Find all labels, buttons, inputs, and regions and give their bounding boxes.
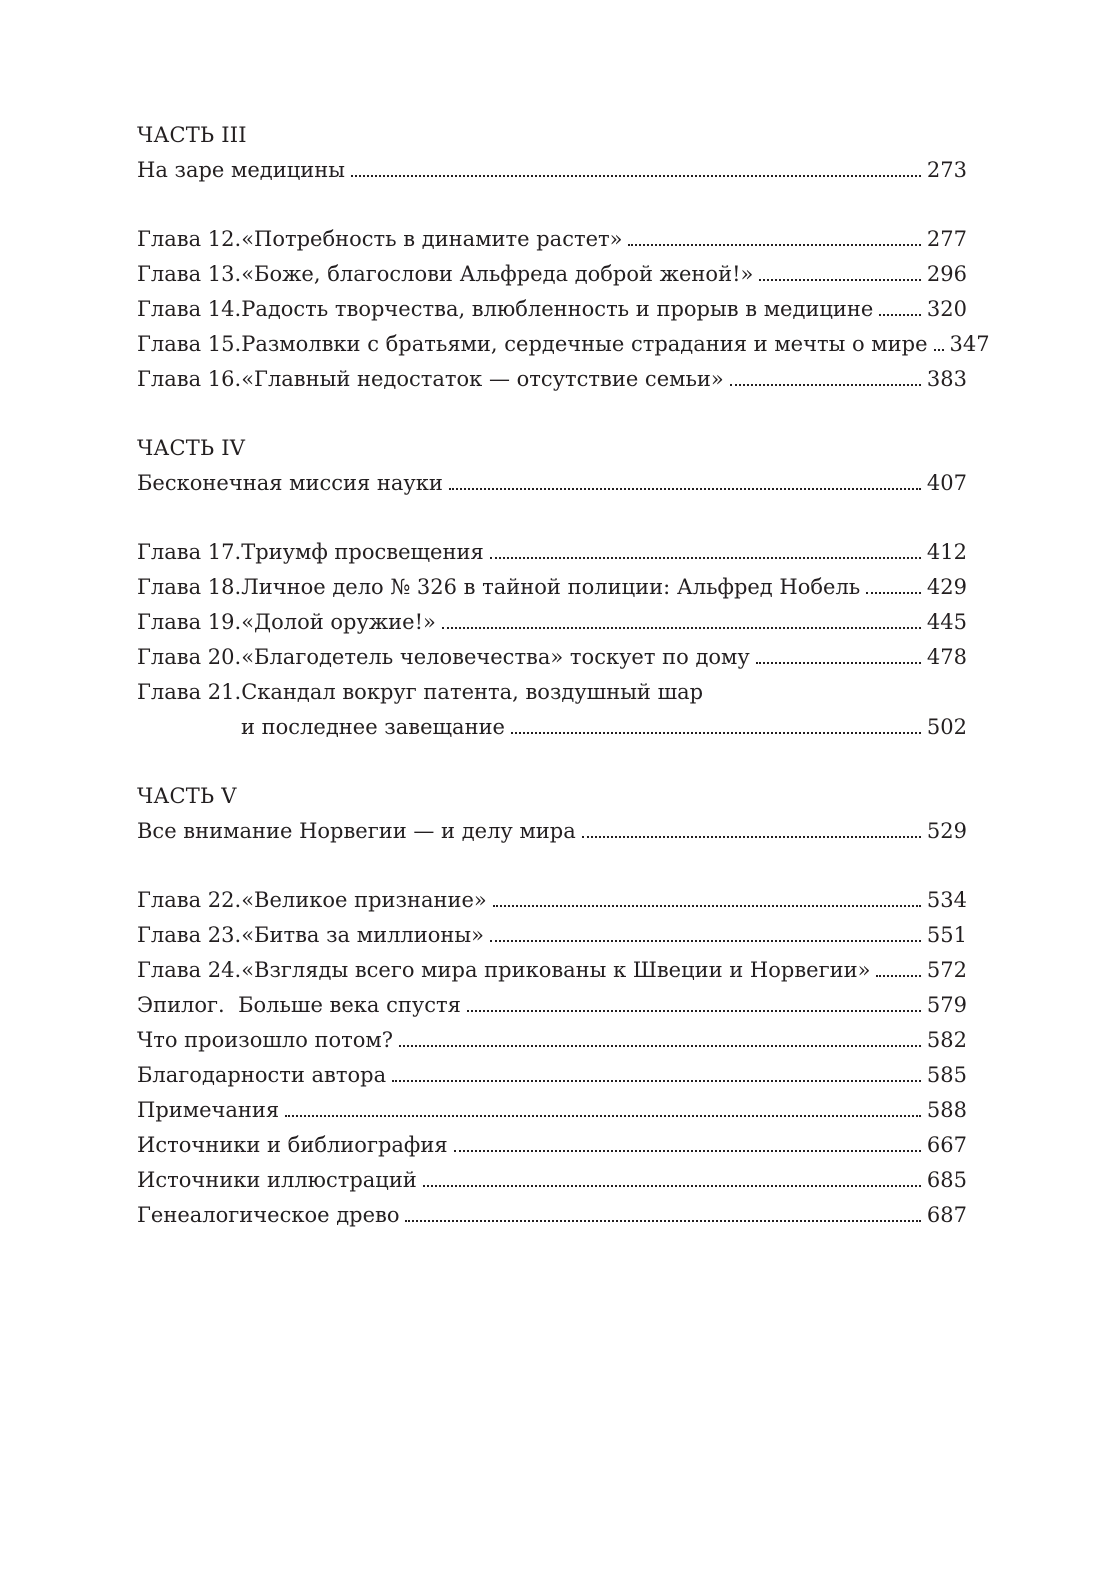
chapter-title: и последнее завещание [241, 715, 505, 739]
chapter-page: 383 [926, 367, 967, 391]
chapter-label: Глава 13. [137, 262, 242, 286]
dot-leader [467, 1009, 921, 1012]
entry-page: 582 [926, 1028, 967, 1052]
dot-leader [351, 174, 921, 177]
dot-leader [934, 348, 944, 351]
chapter-title: «Боже, благослови Альфреда доброй женой!» [241, 262, 754, 286]
chapter-label: Глава 15. [137, 332, 242, 356]
part-heading: ЧАСТЬ III [137, 123, 247, 147]
backmatter-entry[interactable] [137, 1128, 967, 1163]
chapter-page: 277 [926, 227, 967, 251]
backmatter-entry[interactable] [137, 988, 967, 1023]
part-heading: ЧАСТЬ IV [137, 436, 246, 460]
chapter-label: Глава 22. [137, 888, 242, 912]
entry-title: Примечания [137, 1098, 280, 1122]
dot-leader [449, 487, 921, 490]
entry-page: 685 [926, 1168, 967, 1192]
chapter-entry[interactable] [137, 605, 967, 640]
chapter-label: Глава 16. [137, 367, 242, 391]
chapter-entry[interactable] [137, 953, 967, 988]
chapter-entry[interactable] [137, 327, 990, 362]
chapter-entry[interactable] [137, 362, 967, 397]
dot-leader [442, 626, 921, 629]
chapter-entry[interactable] [137, 535, 967, 570]
backmatter-entry[interactable] [137, 1163, 967, 1198]
chapter-page: 551 [926, 923, 967, 947]
entry-page: 667 [926, 1133, 967, 1157]
entry-page: 687 [926, 1203, 967, 1227]
chapter-entry[interactable] [137, 918, 967, 953]
chapter-title: Размолвки с братьями, сердечные страдания и мечты о мире [241, 332, 928, 356]
entry-page: 407 [926, 471, 967, 495]
part-heading: ЧАСТЬ V [137, 784, 237, 808]
dot-leader [392, 1079, 921, 1082]
entry-title: Благодарности автора [137, 1063, 387, 1087]
chapter-label: Глава 21. [137, 680, 242, 704]
chapter-title: «Потребность в динамите растет» [241, 227, 623, 251]
dot-leader [493, 904, 921, 907]
chapter-page: 445 [926, 610, 967, 634]
entry-title: Источники иллюстраций [137, 1168, 417, 1192]
chapter-entry[interactable] [137, 883, 967, 918]
entry-title: Генеалогическое древо [137, 1203, 400, 1227]
chapter-page: 534 [926, 888, 967, 912]
chapter-label: Глава 20. [137, 645, 242, 669]
entry-title: Источники и библиография [137, 1133, 448, 1157]
dot-leader [628, 243, 920, 246]
chapter-page: 478 [926, 645, 967, 669]
chapter-page: 502 [926, 715, 967, 739]
dot-leader [582, 835, 921, 838]
chapter-page: 320 [926, 297, 967, 321]
part-title-entry[interactable] [137, 466, 967, 501]
dot-leader [490, 939, 921, 942]
part-title-entry[interactable] [137, 153, 967, 188]
backmatter-entry[interactable] [137, 1058, 967, 1093]
entry-title: Что произошло потом? [137, 1028, 394, 1052]
chapter-title: «Благодетель человечества» тоскует по дому [241, 645, 750, 669]
chapter-label: Глава 17. [137, 540, 242, 564]
chapter-label: Глава 14. [137, 297, 242, 321]
chapter-title: «Главный недостаток — отсутствие семьи» [241, 367, 724, 391]
backmatter-entry[interactable] [137, 1093, 967, 1128]
dot-leader [866, 591, 921, 594]
chapter-label: Глава 18. [137, 575, 242, 599]
chapter-entry[interactable] [137, 675, 967, 710]
chapter-entry[interactable] [137, 570, 967, 605]
chapter-label: Глава 12. [137, 227, 242, 251]
entry-page: 273 [926, 158, 967, 182]
chapter-title: «Долой оружие!» [241, 610, 436, 634]
chapter-page: 347 [949, 332, 990, 356]
chapter-label: Глава 19. [137, 610, 242, 634]
entry-page: 579 [926, 993, 967, 1017]
dot-leader [730, 383, 921, 386]
entry-title: Все внимание Норвегии — и делу мира [137, 819, 576, 843]
chapter-entry[interactable] [137, 292, 967, 327]
dot-leader [511, 731, 921, 734]
chapter-title: Триумф просвещения [241, 540, 484, 564]
dot-leader [399, 1044, 921, 1047]
entry-page: 585 [926, 1063, 967, 1087]
chapter-title: Личное дело № 326 в тайной полиции: Альфред Нобель [241, 575, 861, 599]
chapter-page: 572 [926, 958, 967, 982]
chapter-title: Скандал вокруг патента, воздушный шар [241, 680, 704, 704]
chapter-title: «Битва за миллионы» [241, 923, 484, 947]
chapter-title: «Взгляды всего мира прикованы к Швеции и Норвегии» [241, 958, 871, 982]
backmatter-entry[interactable] [137, 1198, 967, 1233]
chapter-entry[interactable] [137, 257, 967, 292]
chapter-page: 412 [926, 540, 967, 564]
part-title-entry[interactable] [137, 814, 967, 849]
entry-title: Бесконечная миссия науки [137, 471, 443, 495]
backmatter-entry[interactable] [137, 1023, 967, 1058]
dot-leader [876, 974, 920, 977]
chapter-label: Глава 23. [137, 923, 242, 947]
entry-page: 529 [926, 819, 967, 843]
chapter-entry[interactable] [137, 222, 967, 257]
chapter-page: 429 [926, 575, 967, 599]
dot-leader [759, 278, 921, 281]
chapter-title: Радость творчества, влюбленность и прорыв в медицине [241, 297, 874, 321]
dot-leader [490, 556, 921, 559]
table-of-contents [137, 118, 990, 1233]
entry-page: 588 [926, 1098, 967, 1122]
chapter-page: 296 [926, 262, 967, 286]
chapter-label: Глава 24. [137, 958, 242, 982]
dot-leader [285, 1114, 921, 1117]
dot-leader [454, 1149, 921, 1152]
entry-title: На заре медицины [137, 158, 345, 182]
chapter-entry-continuation[interactable] [137, 710, 967, 745]
dot-leader [879, 313, 921, 316]
dot-leader [405, 1219, 920, 1222]
dot-leader [756, 661, 921, 664]
dot-leader [423, 1184, 921, 1187]
chapter-title: «Великое признание» [241, 888, 487, 912]
chapter-entry[interactable] [137, 640, 967, 675]
entry-title: Эпилог. Больше века спустя [137, 993, 461, 1017]
